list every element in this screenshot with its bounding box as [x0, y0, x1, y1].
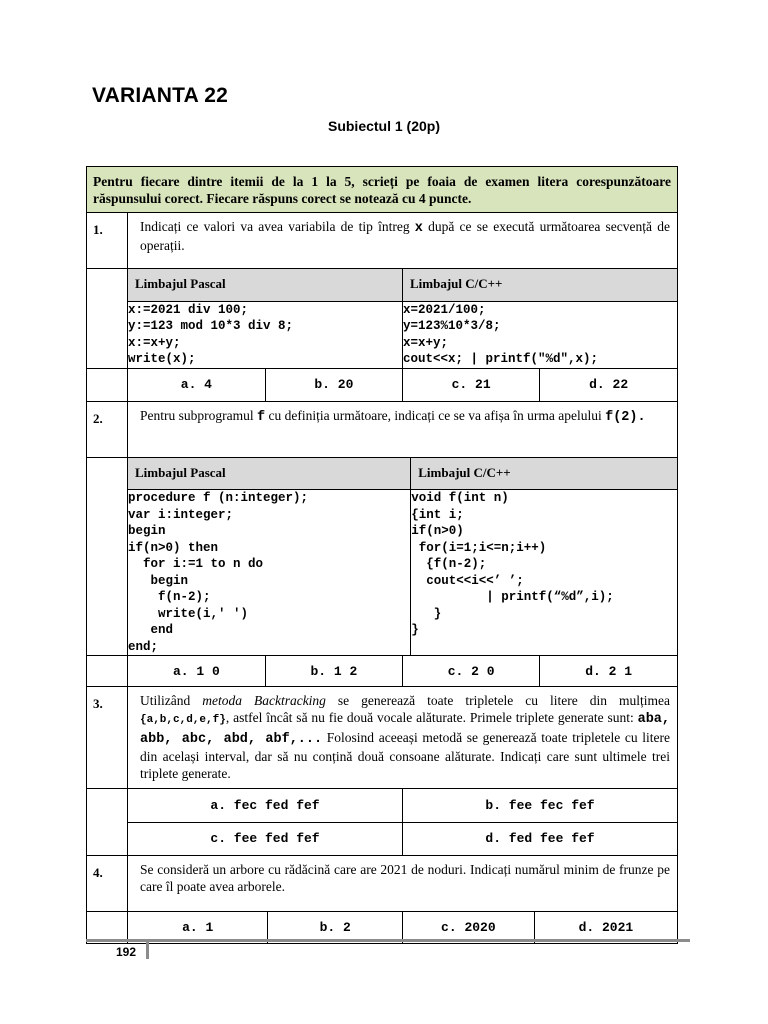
q2-answer-c[interactable]: c. 2 0: [403, 656, 540, 686]
q1-pascal-code: x:=2021 div 100; y:=123 mod 10*3 div 8; x:=x+y; write(x);: [128, 301, 403, 368]
q2-number: 2.: [87, 401, 128, 457]
footer-rule: [86, 939, 690, 942]
q2-answer-d[interactable]: d. 2 1: [540, 656, 677, 686]
q3-answer-b[interactable]: b. fee fec fef: [403, 789, 678, 822]
q2-answer-a[interactable]: a. 1 0: [172, 663, 220, 679]
section-subtitle: Subiectul 1 (20p): [327, 118, 441, 134]
footer-divider: [146, 941, 149, 959]
q4-number: 4.: [87, 856, 128, 912]
q2-pascal-header: Limbajul Pascal: [128, 458, 411, 490]
q1-answers: [128, 368, 678, 401]
q1-answer-d[interactable]: d. 22: [540, 369, 677, 401]
page-title: VARIANTA 22: [92, 84, 228, 107]
q3-answers: [128, 789, 678, 856]
q2-answers: [128, 656, 678, 687]
q1-answer-a[interactable]: a. 4: [180, 377, 212, 392]
q1-answer-b[interactable]: b. 20: [265, 369, 402, 401]
q4-answer-a[interactable]: a. 1: [182, 920, 214, 935]
q1-var: x: [414, 221, 423, 236]
q3-answer-a[interactable]: a. fec fed fef: [210, 797, 320, 813]
q4-answer-b[interactable]: b. 2: [268, 912, 403, 943]
q1-text: Indicați ce valori va avea variabila de tip întreg x după ce se execută următoarea secvență de operații.: [128, 213, 678, 269]
q4-answer-d[interactable]: d. 2021: [534, 912, 677, 943]
q1-code-block: [128, 269, 678, 369]
q2-c-code: void f(int n) {int i; if(n>0) for(i=1;i<=n;i++) {f(n-2); cout<<i<<’ ’; | printf(“%d”,i); } }: [411, 490, 677, 656]
q3-answer-c[interactable]: c. fee fed fef: [128, 822, 403, 855]
q2-pascal-code: procedure f (n:integer); var i:integer; begin if(n>0) then for i:=1 to n do begin f(n-2); write(i,' ') end end;: [128, 490, 411, 656]
q2-answer-b[interactable]: b. 1 2: [265, 656, 402, 686]
q3-number: 3.: [87, 687, 128, 789]
q1-answer-c[interactable]: c. 21: [403, 369, 540, 401]
q2-code-block: [128, 457, 678, 656]
q1-c-header: Limbajul C/C++: [403, 269, 678, 301]
page-number: 192: [116, 945, 137, 959]
q1-c-code: x=2021/100; y=123%10*3/8; x=x+y; cout<<x; | printf("%d",x);: [403, 301, 678, 368]
q3-text: Utilizând metoda Backtracking se generează toate tripletele cu litere din mulțimea {a,b,c,d,e,f}, astfel încât să nu fie două vocale alăturate. Primele triplete generate sunt: aba, abb, abc, abd, abf,... Folosind aceeași metodă se generează toate tripletele cu litere din același interval, dar să nu conțină două consoane alăturate. Indicați care sunt ultimele trei triplete generate.: [128, 687, 678, 789]
q4-text: Se consideră un arbore cu rădăcină care are 2021 de noduri. Indicați numărul minim de frunze pe care îl poate avea arborele.: [128, 856, 678, 912]
q2-c-header: Limbajul C/C++: [411, 458, 677, 490]
q1-pascal-header: Limbajul Pascal: [128, 269, 403, 301]
q3-answer-d[interactable]: d. fed fee fef: [403, 822, 678, 855]
exam-table: [86, 166, 678, 944]
instructions: Pentru fiecare dintre itemii de la 1 la 5, scrieți pe foaia de examen litera corespunzătoare răspunsului corect. Fiecare răspuns corect se notează cu 4 puncte.: [87, 167, 678, 213]
q1-number: 1.: [87, 213, 128, 269]
q2-text: Pentru subprogramul f cu definiția următoare, indicați ce se va afișa în urma apelului f(2).: [128, 401, 678, 457]
q4-answer-c[interactable]: c. 2020: [402, 912, 534, 943]
